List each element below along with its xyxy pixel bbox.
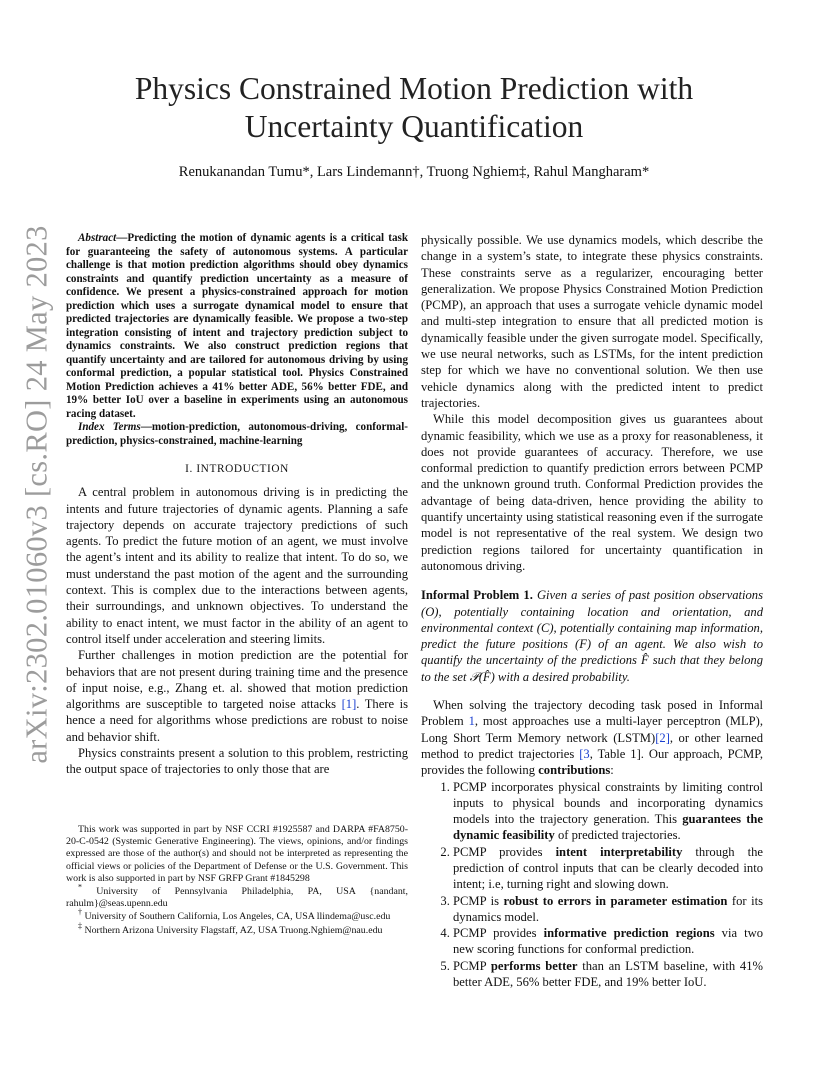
paper-title: Physics Constrained Motion Prediction with Uncertainty Quantification bbox=[134, 71, 694, 144]
abstract-text: —Predicting the motion of dynamic agents is a critical task for guaranteeing the safety of autonomous systems. A particular challenge is that motion prediction algorithms should obey dynamics constraints and quantify prediction uncertainty as a measure of confidence. We present a physics-constrained approach for motion prediction which uses a surrogate dynamical model to ensure that predicted trajectories are dynamically feasible. We propose a two-step integration consisting of intent and trajectory prediction subject to dynamics constraints. We also construct prediction regions that quantify uncertainty and are tailored for autonomous driving by using conformal prediction, a popular statistical tool. Physics Constrained Motion Prediction achieves a 41% better ADE, 56% better FDE, and 19% better IoU over a baseline in experiments using an autonomous racing dataset. bbox=[66, 232, 408, 420]
footnote-funding: This work was supported in part by NSF CCRI #1925587 and DARPA #FA8750-20-C-0542 (Systemic Generative Engineering). The views, opinions, and/or findings expressed are those of the author(s) and should not be interpreted as representing the official views or policies of the Department of Defense or the U.S. Government. This work is also supported in part by NSF GRFP Grant #1845298 bbox=[66, 824, 408, 884]
intro-paragraph-2 bbox=[66, 647, 408, 745]
intro-paragraph-2-text: Further challenges in motion prediction are the potential for behaviors that are not present during training time and the presence of input noise, e.g., Zhang et. al. showed that motion prediction algorithms are susceptible to targeted noise attacks bbox=[66, 648, 408, 712]
right-column bbox=[421, 232, 763, 990]
intro-paragraph-2-tail: . There is hence a need for algorithms whose predictions are robust to noise and behavior shift. bbox=[66, 697, 409, 744]
citation-link-2[interactable]: [2] bbox=[655, 730, 670, 745]
contributions-list bbox=[421, 779, 763, 991]
abstract-label: Abstract bbox=[78, 232, 117, 244]
intro-paragraph-3: Physics constraints present a solution to this problem, restricting the output space of trajectories to only those that are bbox=[66, 746, 408, 777]
footnotes bbox=[66, 824, 408, 938]
contribution-item: 2. PCMP provides intent interpretability through the prediction of control inputs that can be clearly decoded into intent; i.e, turning right and slowing down. bbox=[453, 844, 763, 893]
arxiv-stamp-text: arXiv:2302.01060v3 [cs.RO] 24 May 2023 bbox=[19, 224, 54, 764]
left-column bbox=[66, 232, 408, 778]
author-list: Renukanandan Tumu*, Lars Lindemann†, Truong Nghiem‡, Rahul Mangharam* bbox=[178, 164, 650, 180]
contribution-item: 1. PCMP incorporates physical constraints by limiting control inputs to physical bounds and incorporating dynamics models into the trajectory generation. This guarantees the dynamic feasibility of predicted trajectories. bbox=[453, 779, 763, 844]
footnote-affiliation-2: † University of Southern California, Los Angeles, CA, USA llindema@usc.edu bbox=[78, 908, 391, 923]
right-paragraph-1: physically possible. We use dynamics models, which describe the change in a system’s state, to integrate these physics constraints. These constraints serve as a regularizer, encouraging better generalization. We propose Physics Constrained Motion Prediction (PCMP), an approach that uses a surrogate vehicle dynamic model and multi-step integration to ensure that all predicted motion is dynamically feasible under the given surrogate model. Specifically, we use neural networks, such as LSTMs, for the intent prediction step for which we have no conventional solution. We then use vehicle dynamics along with the predicted intent to predict trajectories. bbox=[421, 233, 763, 410]
informal-problem-label: Informal Problem 1. bbox=[421, 588, 533, 603]
problem-reference-link[interactable]: 1 bbox=[468, 714, 475, 729]
abstract bbox=[66, 232, 408, 421]
contribution-item: 5. PCMP performs better than an LSTM baseline, with 41% better ADE, 56% better FDE, and 19% better IoU. bbox=[453, 958, 763, 991]
intro-paragraph-1: A central problem in autonomous driving is in predicting the intents and future trajectories of dynamic agents. Planning a safe trajectory depends on accurate trajectory predictions of such agents. To predict the future motion of an agent, we must involve the agent’s intent and its ability to realize that intent. To do so, we must understand the past motion of the agent and the surrounding context. This is complex due to the interactions between agents, their surroundings, and unknown objectives. To understand the ability to enact intent, we must factor in the ability of an agent to control itself under acceleration and steering limits. bbox=[66, 485, 408, 646]
right-paragraph-2: While this model decomposition gives us guarantees about dynamic feasibility, which we use as a proxy for reasonableness, it does not provide guarantees of accuracy. Therefore, we use conformal prediction to quantify prediction errors between PCMP and the unknown ground truth. Conformal Prediction provides the advantage of being data-driven, hence providing the ability to quantify uncertainty using statistical reasoning even if the surrogate model is not representative of the real system. We design two prediction regions tailored for uncertainty quantification in autonomous driving. bbox=[421, 412, 763, 573]
citation-link[interactable]: [1] bbox=[341, 697, 357, 712]
informal-problem-text: Given a series of past position observations (O), potentially containing location and orientation, and environmental context (C), potentially containing map information, predict the future positions (F) of an agent. We also wish to quantify the uncertainty of the predictions F̂ such that they belong to the set 𝒫(F̂) with a desired probability. bbox=[421, 588, 763, 684]
index-terms-text: —motion-prediction, autonomous-driving, conformal-prediction, physics-constrained, machine-learning bbox=[66, 421, 408, 447]
arxiv-stamp bbox=[18, 224, 56, 764]
right-paragraph-3: When solving the trajectory decoding task posed in Informal Problem 1, most approaches use a multi-layer perceptron (MLP), Long Short Term Memory network (LSTM)[2], or other learned method to predict trajectories [3, Table 1]. Our approach, PCMP, provides the following contributions: bbox=[421, 698, 763, 778]
footnote-affiliation-3: ‡ Northern Arizona University Flagstaff, AZ, USA Truong.Nghiem@nau.edu bbox=[78, 921, 383, 936]
footnote-affiliation-1: * University of Pennsylvania Philadelphia, PA, USA {nandant, rahulm}@seas.upenn.edu bbox=[66, 882, 408, 910]
index-terms-label: Index Terms bbox=[78, 421, 141, 433]
citation-link-3[interactable]: [3 bbox=[579, 746, 590, 761]
section-heading: I. INTRODUCTION bbox=[185, 463, 289, 475]
index-terms bbox=[66, 421, 408, 448]
contribution-item: 4. PCMP provides informative prediction regions via two new scoring functions for conformal prediction. bbox=[453, 925, 763, 958]
informal-problem bbox=[421, 587, 763, 685]
contribution-item: 3. PCMP is robust to errors in parameter estimation for its dynamics model. bbox=[453, 893, 763, 926]
